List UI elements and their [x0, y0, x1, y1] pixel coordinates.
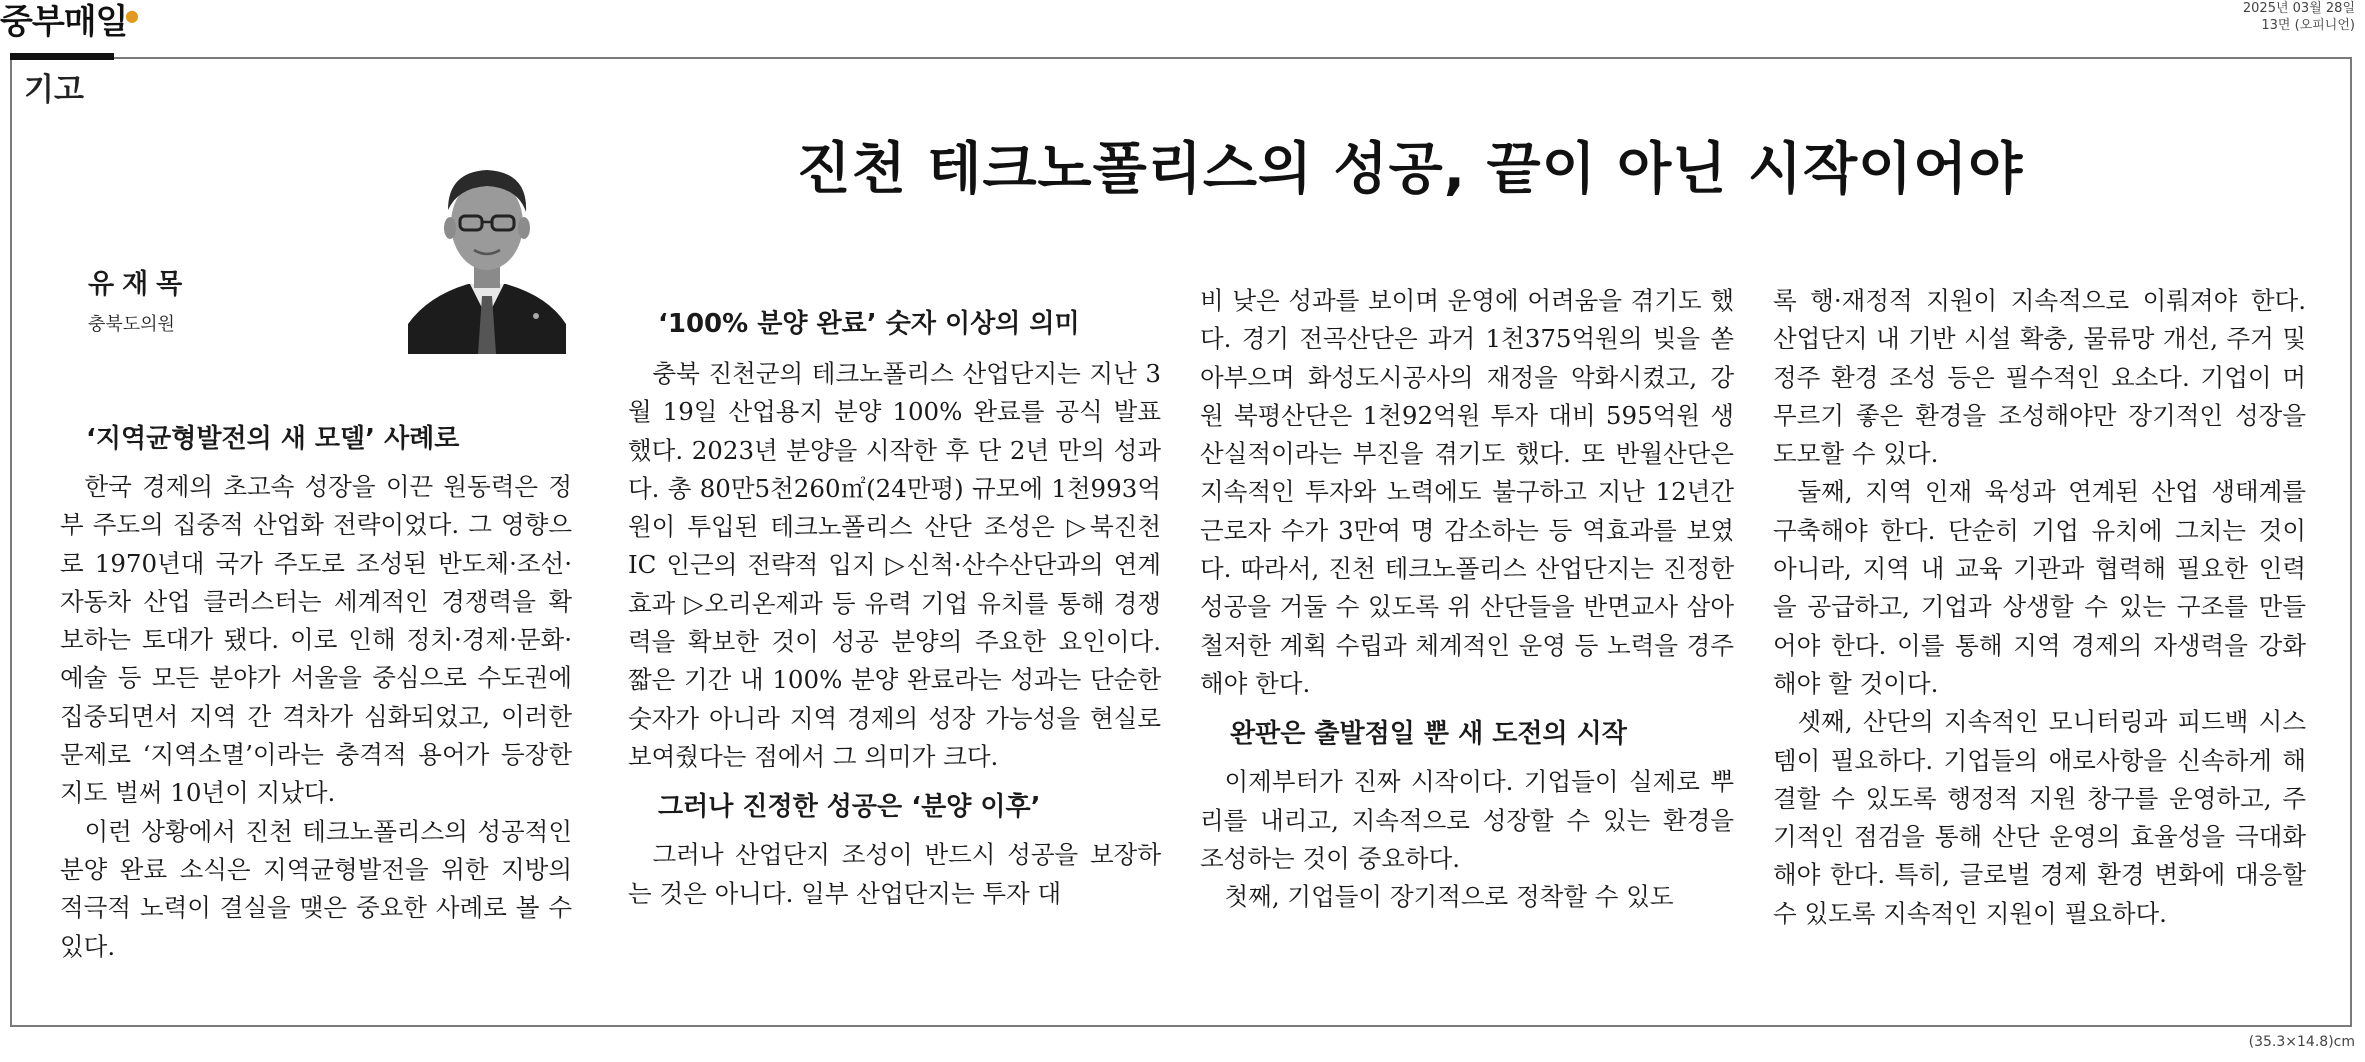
- section-label: 기고: [24, 72, 84, 108]
- paragraph: 충북 진천군의 테크노폴리스 산업단지는 지난 3월 19일 산업용지 분양 100% 완료를 공식 발표했다. 2023년 분양을 시작한 후 단 2년 만의 성과다. 총 80만5천260㎡(24만평) 규모에 1천993억원이 투입된 테크노폴리스 산단 조성은 ▷북진천IC 인근의 전략적 입지 ▷신척·산수산단과의 연계 효과 ▷오리온제과 등 유력 기업 유치를 통해 경쟁력을 확보한 것이 성공 분양의 주요한 요인이다. 짧은 기간 내 100% 분양 완료라는 성과는 단순한 숫자가 아니라 지역 경제의 성장 가능성을 현실로 보여줬다는 점에서 그 의미가 크다.: [628, 359, 1161, 771]
- paragraph: 록 행·재정적 지원이 지속적으로 이뤄져야 한다. 산업단지 내 기반 시설 확충, 물류망 개선, 주거 및 정주 환경 조성 등은 필수적인 요소다. 기업이 머무르기 좋은 환경을 조성해야만 장기적인 성장을 도모할 수 있다.: [1773, 286, 2306, 469]
- masthead-name: 중부매일: [0, 2, 128, 42]
- author-name: 유재목: [88, 269, 191, 300]
- article-size-note: (35.3×14.8)cm: [2248, 1034, 2355, 1050]
- paragraph: 이런 상황에서 진천 테크노폴리스의 성공적인 분양 완료 소식은 지역균형발전을 위한 지방의 적극적 노력이 결실을 맺은 중요한 사례로 볼 수 있다.: [60, 816, 572, 961]
- paragraph: 한국 경제의 초고속 성장을 이끈 원동력은 정부 주도의 집중적 산업화 전략이었다. 그 영향으로 1970년대 국가 주도로 조성된 반도체·조선·자동차 산업 클러스터는 세계적인 경쟁력을 확보하는 토대가 됐다. 이로 인해 정치·경제·문화·예술 등 모든 분야가 서울을 중심으로 수도권에 집중되면서 지역 간 격차가 심화되었고, 이러한 문제로 ‘지역소멸’이라는 충격적 용어가 등장한 지도 벌써 10년이 지났다.: [60, 472, 572, 808]
- newspaper-masthead: [0, 0, 138, 44]
- article-headline: 진천 테크노폴리스의 성공, 끝이 아닌 시작이어야: [796, 137, 2024, 202]
- article-column-1: [60, 420, 572, 966]
- paragraph: 첫째, 기업들이 장기적으로 정착할 수 있도: [1224, 882, 1674, 912]
- paragraph: 셋째, 산단의 지속적인 모니터링과 피드백 시스템이 필요하다. 기업들의 애로사항을 신속하게 해결할 수 있도록 행정적 지원 창구를 운영하고, 주기적인 점검을 통해 산단 운영의 효율성을 극대화해야 한다. 특히, 글로벌 경제 환경 변화에 대응할 수 있도록 지속적인 지원이 필요하다.: [1773, 707, 2306, 928]
- article-column-2: [628, 305, 1161, 913]
- issue-date: 2025년 03월 28일: [2242, 1, 2355, 16]
- author-role: 충북도의원: [88, 314, 175, 335]
- paragraph: 이제부터가 진짜 시작이다. 기업들이 실제로 뿌리를 내리고, 지속적으로 성장할 수 있는 환경을 조성하는 것이 중요하다.: [1200, 767, 1734, 873]
- paragraph: 그러나 산업단지 조성이 반드시 성공을 보장하는 것은 아니다. 일부 산업단지는 투자 대: [628, 840, 1161, 908]
- article-column-4: [1773, 282, 2306, 933]
- section-tab-bar: [10, 53, 114, 60]
- subhead-1: ‘지역균형발전의 새 모델’ 사례로: [86, 424, 460, 454]
- paragraph: 둘째, 지역 인재 육성과 연계된 산업 생태계를 구축해야 한다. 단순히 기업 유치에 그치는 것이 아니라, 지역 내 교육 기관과 협력해 필요한 인력을 공급하고, 기업과 상생할 수 있는 구조를 만들어야 한다. 이를 통해 지역 경제의 자생력을 강화해야 할 것이다.: [1773, 477, 2306, 698]
- article-column-3: [1200, 282, 1734, 916]
- masthead-accent-icon: ●: [125, 6, 138, 25]
- author-photo: [408, 146, 566, 354]
- subhead-4: 완판은 출발점일 뿐 새 도전의 시작: [1230, 719, 1627, 750]
- subhead-2: ‘100% 분양 완료’ 숫자 이상의 의미: [658, 309, 1080, 339]
- issue-page: 13면 (오피니언): [2261, 18, 2355, 33]
- issue-meta: [2243, 0, 2355, 34]
- subhead-3: 그러나 진정한 성공은 ‘분양 이후’: [658, 792, 1041, 823]
- paragraph: 비 낮은 성과를 보이며 운영에 어려움을 겪기도 했다. 경기 전곡산단은 과거 1천375억원의 빚을 쏟아부으며 화성도시공사의 재정을 악화시켰고, 강원 북평산단은 1천92억원 투자 대비 595억원 생산실적이라는 부진을 겪기도 했다. 또 반월산단은 지속적인 투자와 노력에도 불구하고 지난 12년간 근로자 수가 3만여 명 감소하는 등 역효과를 보였다. 따라서, 진천 테크노폴리스 산업단지는 진정한 성공을 거둘 수 있도록 위 산단들을 반면교사 삼아 철저한 계획 수립과 체계적인 운영 등 노력을 경주해야 한다.: [1200, 286, 1734, 698]
